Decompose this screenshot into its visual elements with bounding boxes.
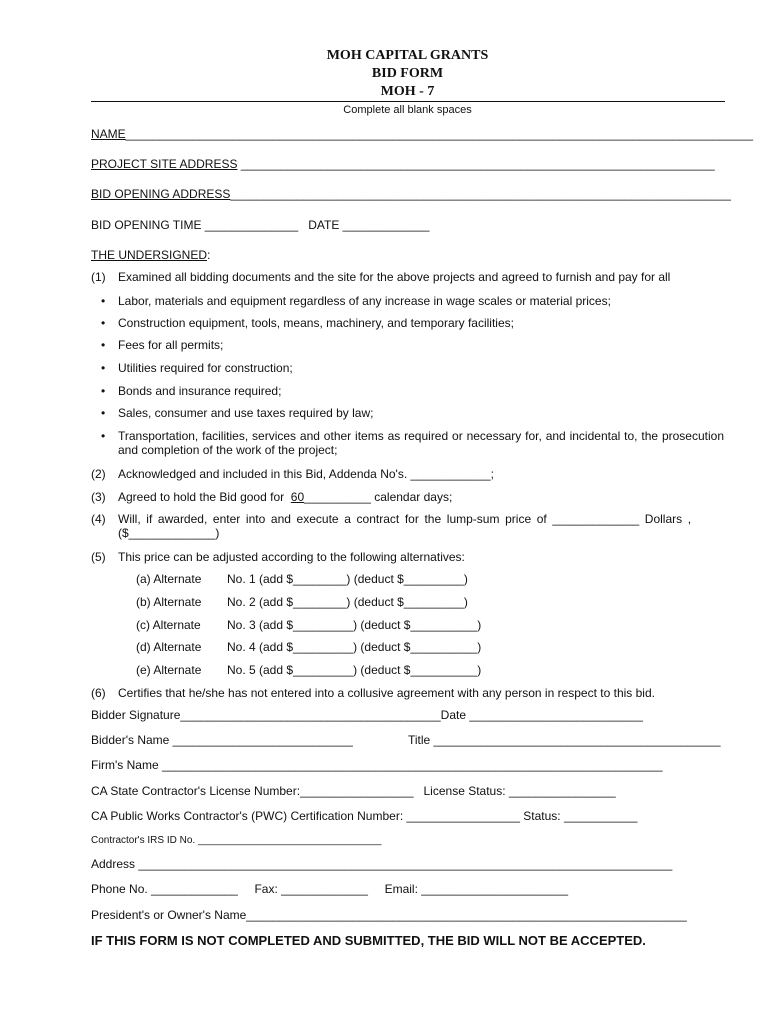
- form-subtitle-bid-form: BID FORM: [371, 66, 444, 81]
- license-field[interactable]: CA State Contractor's License Number:_________________ License Status: ________________: [91, 784, 616, 798]
- item-5-number: (5): [91, 550, 106, 564]
- bid-opening-address-field[interactable]: [91, 187, 731, 201]
- bidder-name-field[interactable]: Bidder's Name ___________________________: [91, 733, 353, 747]
- undersigned-heading-text: THE UNDERSIGNED: [91, 248, 208, 262]
- item-4-line-1[interactable]: Will, if awarded, enter into and execute a contract for the lump-sum price of _____________ Dollars ,: [118, 512, 692, 526]
- firm-name-field[interactable]: Firm's Name ___________________________________________________________________________: [91, 758, 663, 772]
- form-title: MOH CAPITAL GRANTS: [326, 48, 489, 63]
- submission-warning: IF THIS FORM IS NOT COMPLETED AND SUBMITTED, THE BID WILL NOT BE ACCEPTED.: [91, 933, 646, 948]
- bullet-item: Construction equipment, tools, means, machinery, and temporary facilities;: [118, 316, 514, 330]
- header-rule: [91, 101, 725, 102]
- bullet-item: Labor, materials and equipment regardless of any increase in wage scales or material prices;: [118, 294, 611, 308]
- alternate-detail[interactable]: No. 4 (add $_________) (deduct $__________): [227, 640, 482, 654]
- item-4-number: (4): [91, 512, 106, 526]
- item-5-text: This price can be adjusted according to the following alternatives:: [118, 550, 465, 564]
- alternate-label: (c) Alternate: [136, 618, 201, 632]
- instructions: Complete all blank spaces: [343, 104, 472, 116]
- alternate-detail[interactable]: No. 3 (add $_________) (deduct $__________): [227, 618, 482, 632]
- undersigned-heading: [91, 248, 210, 262]
- bullet-icon: •: [101, 406, 106, 420]
- project-site-address-field[interactable]: [91, 157, 715, 171]
- bullet-icon: •: [101, 338, 106, 352]
- bullet-item: Sales, consumer and use taxes required by law;: [118, 406, 374, 420]
- project-site-address-label: PROJECT SITE ADDRESS: [91, 157, 238, 171]
- bullet-item: Bonds and insurance required;: [118, 384, 282, 398]
- item-3-days-value: 60: [290, 490, 305, 504]
- item-2-text[interactable]: Acknowledged and included in this Bid, Addenda No's. ____________;: [118, 467, 494, 481]
- bullet-item: Transportation, facilities, services and other items as required or necessary for, and incidental to, the prosecution and completion of the work of the project;: [118, 429, 724, 457]
- alternate-detail[interactable]: No. 5 (add $_________) (deduct $__________): [227, 663, 482, 677]
- bullet-item: Utilities required for construction;: [118, 361, 293, 375]
- item-6-text: Certifies that he/she has not entered into a collusive agreement with any person in respect to this bid.: [118, 686, 655, 700]
- alternate-label: (d) Alternate: [136, 640, 202, 654]
- bullet-icon: •: [101, 361, 106, 375]
- irs-id-field[interactable]: Contractor's IRS ID No. _________________________________: [91, 835, 382, 846]
- bullet-icon: •: [101, 429, 106, 443]
- form-number: MOH - 7: [380, 84, 435, 99]
- item-1-number: (1): [91, 270, 106, 284]
- bid-opening-address-label: BID OPENING ADDRESS: [91, 187, 231, 201]
- bid-opening-address-blank: ___________________________________________________________________________: [230, 187, 731, 201]
- alternate-detail[interactable]: No. 2 (add $________) (deduct $_________): [227, 595, 468, 609]
- address-field[interactable]: Address ________________________________________________________________________________: [91, 857, 673, 871]
- bidder-title-field[interactable]: Title ___________________________________________: [408, 733, 721, 747]
- item-1-text: Examined all bidding documents and the site for the above projects and agreed to furnish and pay for all: [118, 270, 671, 284]
- item-3-text[interactable]: [118, 490, 452, 504]
- item-3-post: __________ calendar days;: [304, 490, 453, 504]
- project-site-address-blank: _______________________________________________________________________: [240, 157, 715, 171]
- name-field[interactable]: [91, 127, 753, 141]
- name-label: NAME: [91, 127, 126, 141]
- bullet-item: Fees for all permits;: [118, 338, 224, 352]
- bullet-icon: •: [101, 316, 106, 330]
- item-3-number: (3): [91, 490, 106, 504]
- item-4-line-2[interactable]: ($_____________): [118, 526, 220, 540]
- undersigned-colon: :: [207, 248, 211, 262]
- item-3-pre: Agreed to hold the Bid good for: [118, 490, 291, 504]
- alternate-label: (a) Alternate: [136, 572, 202, 586]
- president-owner-name-field[interactable]: President's or Owner's Name__________________________________________________________________: [91, 908, 687, 922]
- alternate-label: (e) Alternate: [136, 663, 202, 677]
- bid-opening-time-date-field[interactable]: BID OPENING TIME ______________ DATE _____________: [91, 218, 430, 232]
- item-6-number: (6): [91, 686, 106, 700]
- name-blank: ______________________________________________________________________________________________: [125, 127, 754, 141]
- pwc-certification-field[interactable]: CA Public Works Contractor's (PWC) Certification Number: _________________ Status: ___________: [91, 809, 638, 823]
- bullet-icon: •: [101, 294, 106, 308]
- item-2-number: (2): [91, 467, 106, 481]
- alternate-detail[interactable]: No. 1 (add $________) (deduct $_________): [227, 572, 468, 586]
- alternate-label: (b) Alternate: [136, 595, 202, 609]
- phone-fax-email-field[interactable]: Phone No. _____________ Fax: _____________ Email: ______________________: [91, 882, 569, 896]
- bullet-icon: •: [101, 384, 106, 398]
- bidder-signature-field[interactable]: Bidder Signature_______________________________________Date __________________________: [91, 708, 643, 722]
